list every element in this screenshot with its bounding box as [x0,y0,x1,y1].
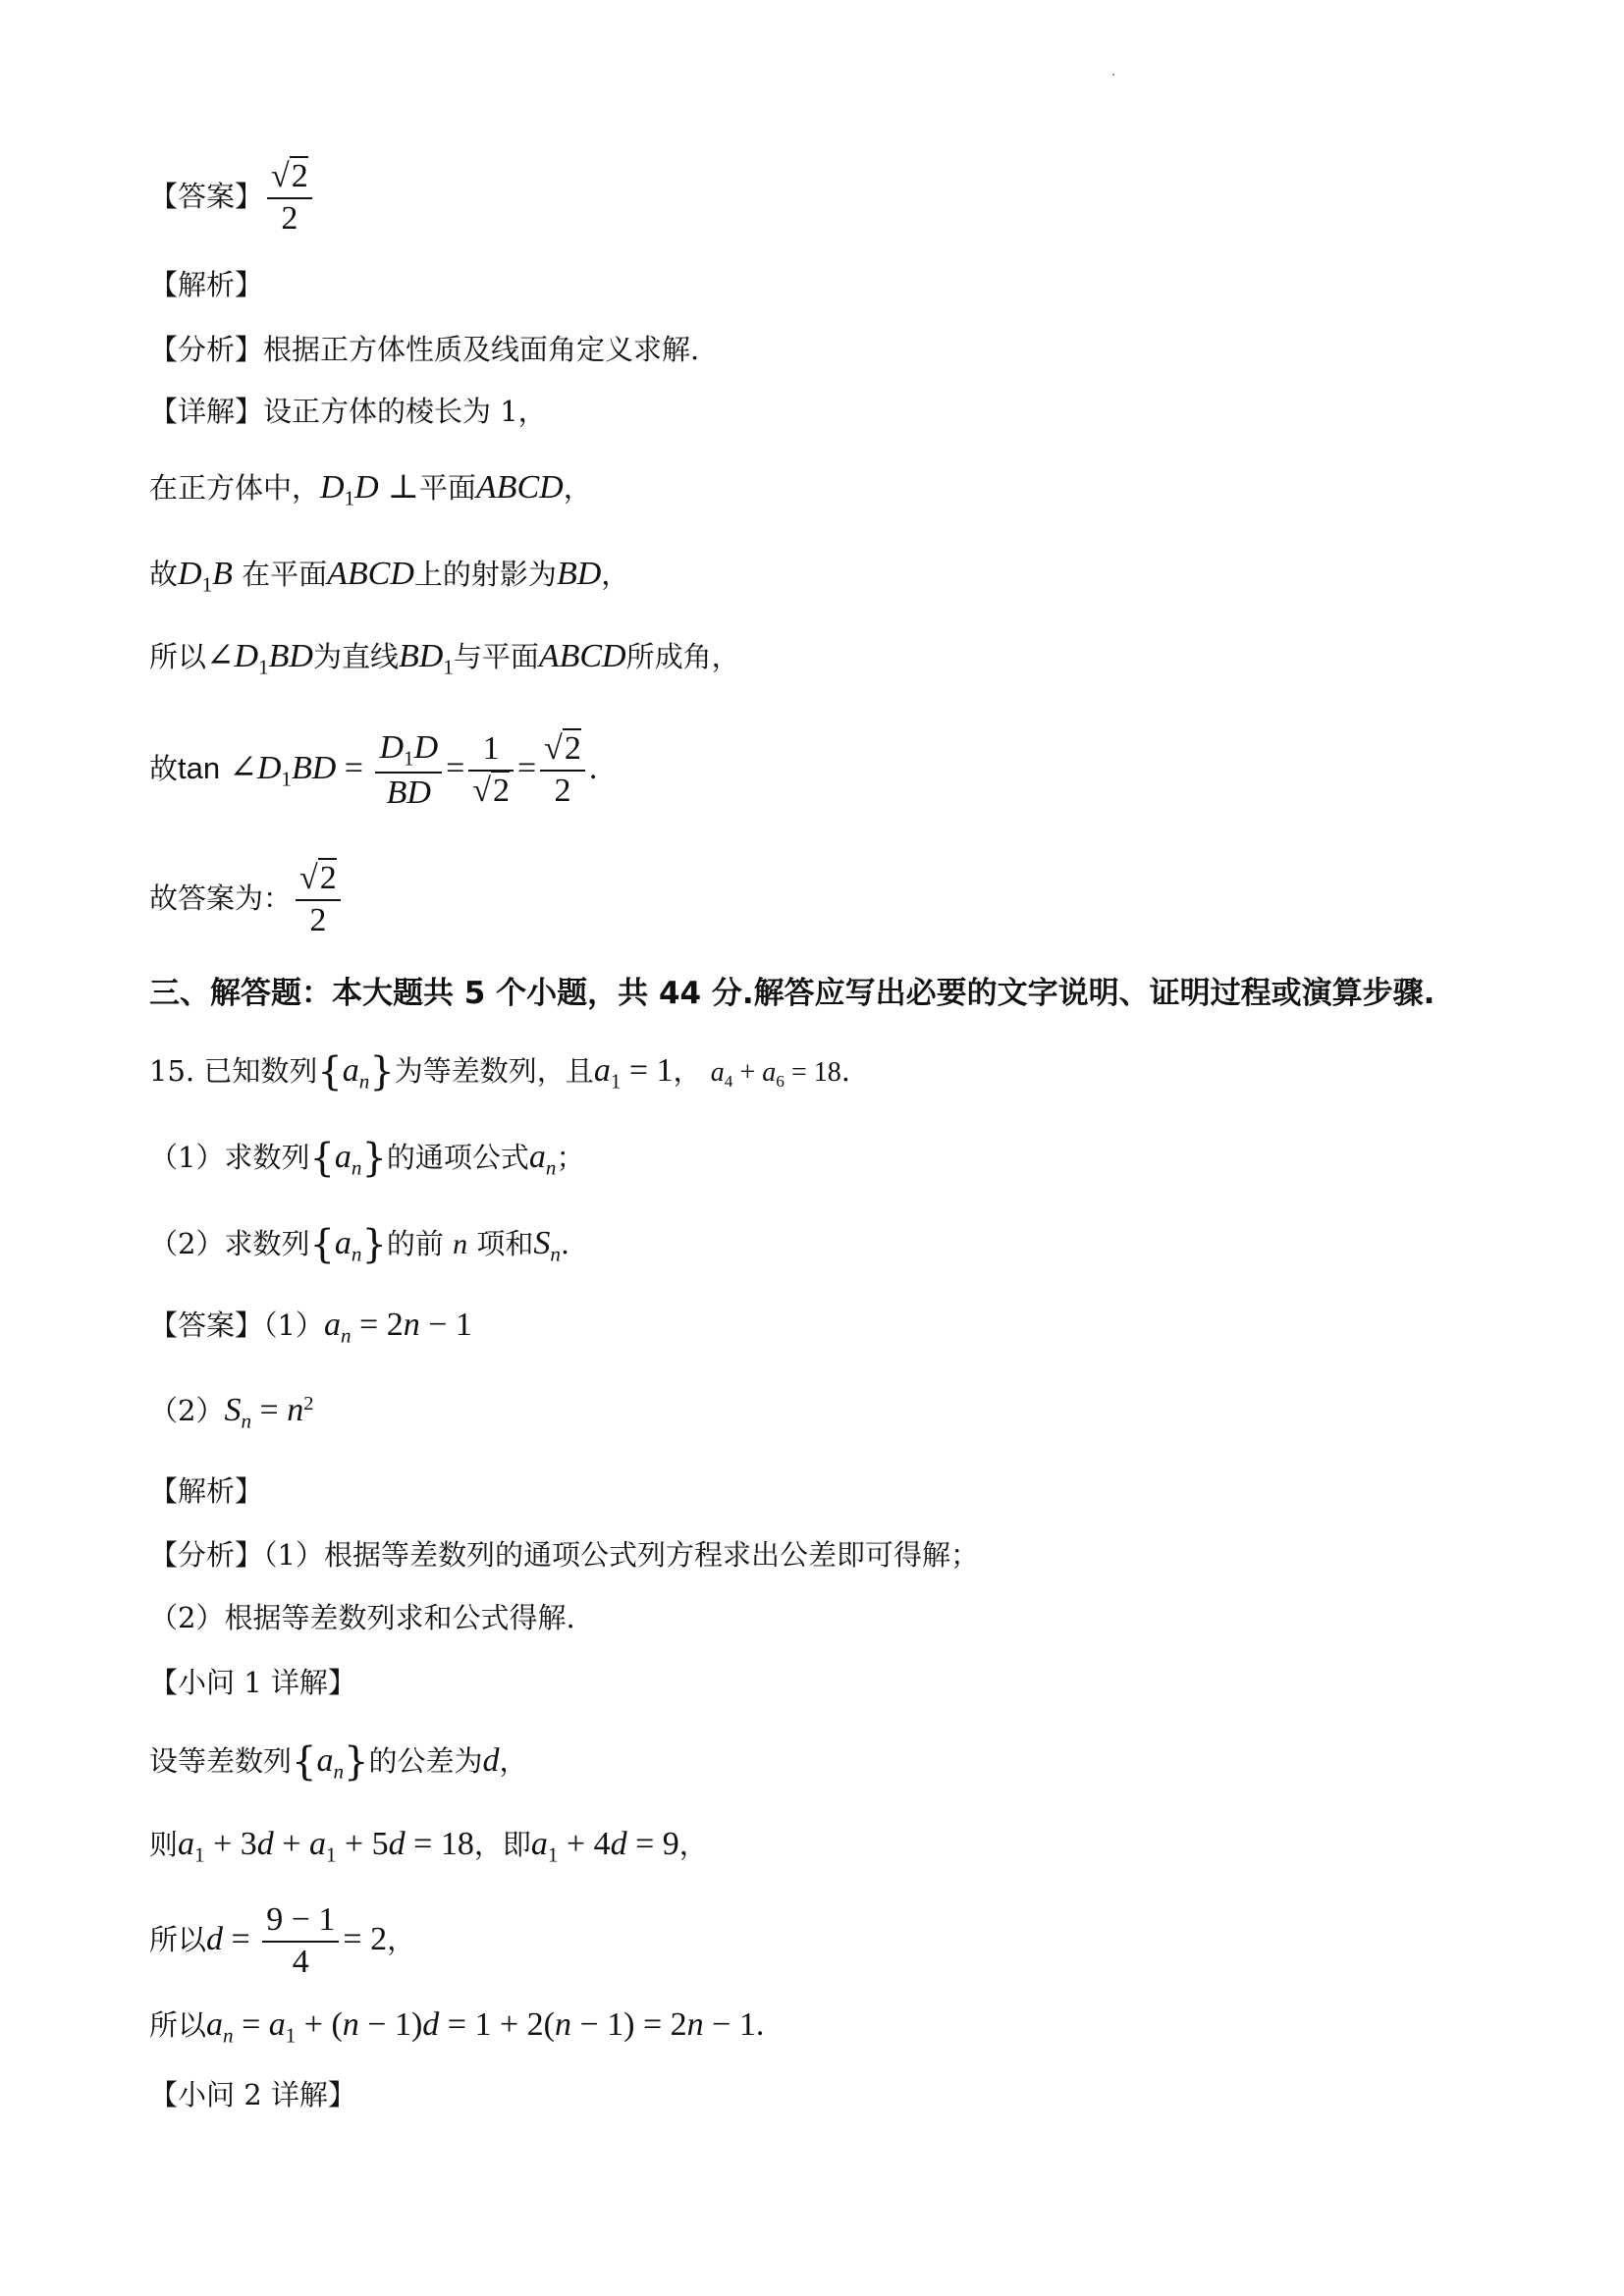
q14-final-answer: 故答案为： $\frac{√2}{2}$ [149,859,345,941]
answer-label: 【答案】 [149,179,264,213]
q14-xiangjie: 【详解】设正方体的棱长为 1， [149,395,547,428]
q15-sub2-heading: 【小问 2 详解】 [149,2078,356,2111]
q14-line3: 故$D_1B$ 在平面ABCD上的射影为BD， [149,556,630,597]
q15-fenxi2: （2）根据等差数列求和公式得解. [149,1601,575,1634]
q14-line2: 在正方体中，$D_1D$ ⊥平面ABCD， [149,469,592,510]
q14-tan-line: 故$\tan \angle D_1BD$ = $\frac{D_1D}{BD}$ = $\frac{1}{√2}$ = $\frac{√2}{2}$ . [149,729,598,811]
q15-fenxi1: 【分析】（1）根据等差数列的通项公式列方程求出公差即可得解； [149,1538,979,1572]
section-three-heading: 三、解答题：本大题共 5 个小题，共 44 分.解答应写出必要的文字说明、证明过程或演算步骤. [149,976,1435,1011]
q14-fenxi: 【分析】根据正方体性质及线面角定义求解. [149,333,700,366]
q15-part1: （1）求数列$\{a_n\}$的通项公式$a_n$； [149,1136,585,1181]
q15-analysis-heading: 【解析】 [149,1474,264,1508]
q15-sol-line1: 设等差数列$\{a_n\}$的公差为d， [149,1739,528,1785]
q15-sub1-heading: 【小问 1 详解】 [149,1666,356,1699]
q15-answer1: 【答案】$(1)a_n = 2n - 1$ [149,1307,472,1348]
q14-answer-line [149,157,316,240]
q15-part2: （2）求数列$\{a_n\}$的前 n 项和$S_n$. [149,1222,570,1267]
q15-answer2: $(2)S_n = n^2$ [149,1392,314,1433]
q15-sol-line4: 所以$a_n = a_1 + (n - 1)d = 1 + 2(n - 1) = 2n - 1$. [149,2006,765,2048]
q15-sol-line2: 则$a_1 + 3d + a_1 + 5d = 18$，即$a_1 + 4d = 9$， [149,1826,708,1867]
analysis-heading: 【解析】 [149,268,264,301]
q14-line4: 所以$\angle D_1BD$为直线$BD_1$与平面ABCD所成角， [149,638,740,679]
q15-stem: 15. 已知数列$\{a_n\}$为等差数列，且$a_1 = 1$， $a_4 + a_6 = 18$. [149,1049,850,1095]
scan-speck [1112,74,1114,76]
answer-fraction: $\frac{√2}{2}$ [267,157,312,240]
q15-sol-line3: 所以d = $\frac{9 - 1}{4}$ = 2， [149,1901,416,1980]
